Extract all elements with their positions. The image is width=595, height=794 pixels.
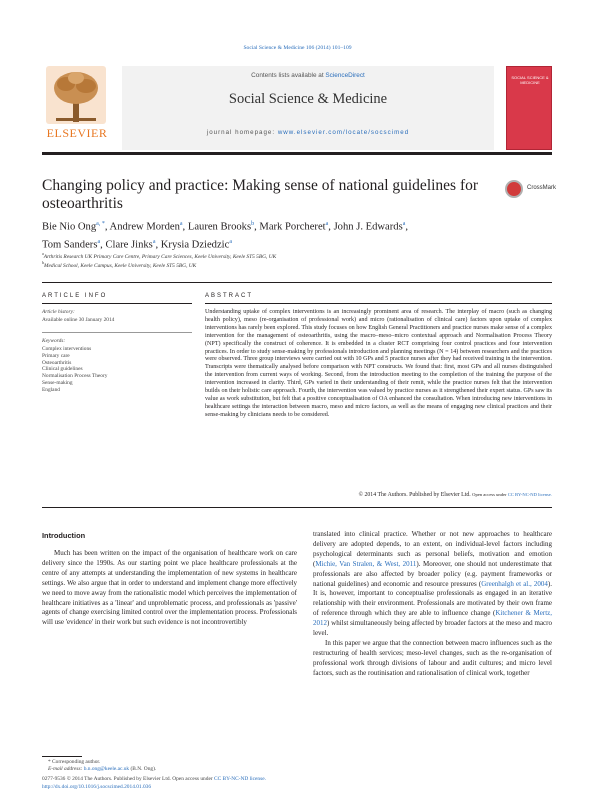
affiliation-b <box>42 260 552 269</box>
contents-line <box>122 72 494 79</box>
affiliation-mark: b <box>42 260 44 265</box>
issn-text: 0277-9536 © 2014 The Authors. Published by Elsevier Ltd. <box>42 776 173 782</box>
keyword[interactable]: Complex interventions <box>42 346 92 352</box>
license-link[interactable]: CC BY-NC-ND license. <box>507 492 552 497</box>
author-separator: , <box>100 239 106 251</box>
abstract-rule <box>205 303 552 304</box>
journal-homepage <box>122 129 494 136</box>
copyright-text: © 2014 The Authors. Published by Elsevier Ltd. <box>358 492 471 498</box>
author-separator: , <box>104 221 110 233</box>
intro-paragraph-2: In this paper we argue that the connection between macro influences such as the restructuring of health services; meso-level changes, such as the re-organisation of professional work through divisions of labour and audit cultures; and micro level factors, such as the routinisation and rationalisation of clinical work, together <box>313 638 552 677</box>
body-column-right <box>313 530 552 679</box>
intro-paragraph-1: Much has been written on the impact of the organisation of healthcare work on care delivery since the 1990s. As our starting point we place healthcare professionals at the centre of any attempts at understanding the implementation of new systems in healthcare settings. We also argue that in order to understand and implement change more effectively we need to move away from the rationalistic model which perceives the implementation of healthcare initiatives as a 'linear' and unproblematic process, and professionals as 'passive' agents of change exercising limited control over the implementation process. Professionals will use 'evidence' in their work but such evidence is not incontrovertibly <box>42 549 297 627</box>
journal-reference[interactable]: Social Science & Medicine 106 (2014) 101–109 <box>243 45 352 51</box>
paragraph-text: translated into clinical practice. Whether or not new approaches to healthcare delivery are adopted depends, to an extent, on individual-level factors including psychological determinants such as personal beliefs, motivation and emotion ( <box>313 530 552 568</box>
affiliation-text: Arthritis Research UK Primary Care Centre, Primary Care Sciences, Keele University, Keele ST5 5BG, UK <box>43 253 277 260</box>
article-info-divider <box>42 332 192 333</box>
crossmark-label: CrossMark <box>527 185 557 191</box>
citation-link[interactable]: Greenhalgh et al., 2004 <box>481 579 548 588</box>
author-name[interactable]: Andrew Morden <box>109 221 180 233</box>
paragraph-text: ). It is, however, important to conceptualise professionals as engaged in an iterative relationship with their environment. Professionals are motivated by their own frame of reference through which they are able to influence change ( <box>313 579 552 618</box>
header-rule <box>42 282 552 283</box>
license-link[interactable]: CC BY-NC-ND license. <box>213 776 266 782</box>
article-title: Changing policy and practice: Making sense of national guidelines for osteoarthritis <box>42 177 479 212</box>
doi-line <box>42 784 151 790</box>
journal-cover-thumbnail[interactable] <box>506 66 552 150</box>
issn-line <box>42 776 266 782</box>
author-name[interactable]: Lauren Brooks <box>187 221 252 233</box>
author-name[interactable]: Clare Jinks <box>105 239 153 251</box>
journal-title: Social Science & Medicine <box>228 91 388 107</box>
body-column-left <box>42 549 297 628</box>
author-line-2 <box>42 235 552 253</box>
author-separator: , <box>155 239 161 251</box>
intro-paragraph-1-continued <box>313 530 552 639</box>
keyword[interactable]: Osteoarthritis <box>42 359 72 366</box>
contents-prefix: Contents lists available at <box>251 72 326 79</box>
footnote-rule <box>42 756 82 757</box>
affiliation-a <box>42 251 552 260</box>
author-separator: , <box>182 221 188 233</box>
crossmark-icon <box>505 180 523 198</box>
homepage-prefix: journal homepage: <box>206 129 278 136</box>
author-affiliation-mark[interactable]: a, * <box>96 221 105 227</box>
cover-title: SOCIAL SCIENCE & MEDICINE <box>511 75 549 85</box>
author-name[interactable]: Bie Nio Ong <box>42 221 97 233</box>
crossmark-badge[interactable] <box>505 180 565 200</box>
homepage-link[interactable]: www.elsevier.com/locate/socscimed <box>277 129 410 136</box>
author-affiliation-mark[interactable]: a <box>402 221 406 227</box>
abstract-text: Understanding uptake of complex interventions is an increasingly prominent area of research. The interplay of macro (such as changing health policy), meso (re-organisation of professional work) and micro (rationalisation of clinical care) factors upon uptake of complex interventions has rarely been explored. This study focuses on how English General Practitioners and practice nurses make sense of a complex intervention for the management of osteoarthritis, using the macro–meso–micro contextual approach and Normalisation Process Theory (NPT) specifically the construct of coherence. It is embedded in a cluster RCT comprising four control practices and four intervention practices. In order to study sense-making by professionals introduction and planning meetings (N = 14) between researchers and the practices were observed. Three group interviews were carried out with 10 GPs and 5 practice nurses after they had received training in the intervention. Transcripts were thematically analysed before comparison with NPT constructs. We found that: first, most GPs and all nurses distinguished the intervention from current ways of working. Second, from the introduction meeting to the completion of the training the purpose of the intervention increased in clarity. Third, GPs varied in their understanding of their remit, while the practice nurses felt that the intervention builds on their holistic care approach. Fourth, the intervention was valued by practice nurses as it strengthened their expert status. GPs saw its value as work substitution, but felt that a positive conceptualisation of OA enhanced the consultation. When introducing new interventions in healthcare settings the interaction between macro, meso and micro factors, as well as the means of engaging new clinical practices and their sense-making by clinicians needs to be considered. <box>205 309 552 418</box>
paragraph-text: ) whilst simultaneously being affected by broader factors at the meso and macro level. <box>313 619 552 638</box>
author-affiliation-mark[interactable]: b <box>251 221 255 227</box>
corresponding-author-note: * Corresponding author. <box>48 759 101 765</box>
author-affiliation-mark[interactable]: a <box>97 238 101 245</box>
email-label: E-mail address: <box>48 766 84 772</box>
abstract-bottom-rule <box>42 507 552 508</box>
keyword-list <box>42 346 192 394</box>
paragraph-text: ). Moreover, one should not underestimate that professionals are also affected by broader policy (e.g. payment frameworks or national guidelines) and economic and resource pressures ( <box>313 559 553 588</box>
keyword[interactable]: Primary care <box>42 352 70 359</box>
history-value: Available online 30 January 2014 <box>42 317 115 323</box>
introduction-heading: Introduction <box>42 531 86 540</box>
citation-link[interactable]: Michie, Van Stralen, & West, 2011 <box>315 559 417 568</box>
affiliation-text: Medical School, Keele Campus, Keele University, Keele ST5 5BG, UK <box>44 262 197 269</box>
author-affiliation-mark[interactable]: a <box>152 238 156 245</box>
author-list <box>42 217 552 252</box>
history-label: Article history: <box>42 309 75 315</box>
keywords-label: Keywords: <box>42 338 66 344</box>
email-suffix: (B.N. Ong). <box>129 766 157 772</box>
keyword[interactable]: England <box>42 386 60 393</box>
affiliation-mark: a <box>42 251 44 256</box>
author-affiliation-mark[interactable]: a <box>229 238 232 245</box>
abstract-heading: ABSTRACT <box>205 293 254 299</box>
keyword[interactable]: Sense-making <box>42 379 73 386</box>
author-name[interactable]: John J. Edwards <box>333 221 403 233</box>
article-info-heading: ARTICLE INFO <box>42 293 108 299</box>
masthead-rule <box>42 152 552 155</box>
license-prefix: Open access under <box>472 492 508 497</box>
author-line-1 <box>42 217 552 235</box>
citation-link[interactable]: Kitchener & Mertz, 2012 <box>313 609 552 628</box>
keyword[interactable]: Normalisation Process Theory <box>42 373 108 380</box>
author-name[interactable]: Tom Sanders <box>42 239 98 251</box>
author-separator: , <box>328 221 334 233</box>
elsevier-logo[interactable] <box>42 66 112 146</box>
author-separator: , <box>405 221 409 233</box>
abstract-copyright <box>205 492 552 498</box>
author-affiliation-mark[interactable]: a <box>325 221 329 227</box>
doi-link[interactable]: http://dx.doi.org/10.1016/j.socscimed.2014.01.036 <box>42 784 152 790</box>
email-link[interactable]: b.n.ong@keele.ac.uk <box>83 766 130 772</box>
author-name[interactable]: Mark Porcheret <box>259 221 326 233</box>
elsevier-tree-icon <box>46 66 106 124</box>
article-info-rule <box>42 303 192 304</box>
keyword[interactable]: Clinical guidelines <box>42 366 83 373</box>
elsevier-wordmark: ELSEVIER <box>46 126 108 140</box>
sciencedirect-link[interactable]: ScienceDirect <box>325 72 365 79</box>
license-prefix: Open access under <box>172 776 214 782</box>
email-note <box>48 766 156 772</box>
author-separator: , <box>254 221 260 233</box>
author-name[interactable]: Krysia Dziedzic <box>160 239 230 251</box>
author-affiliation-mark[interactable]: a <box>179 221 183 227</box>
